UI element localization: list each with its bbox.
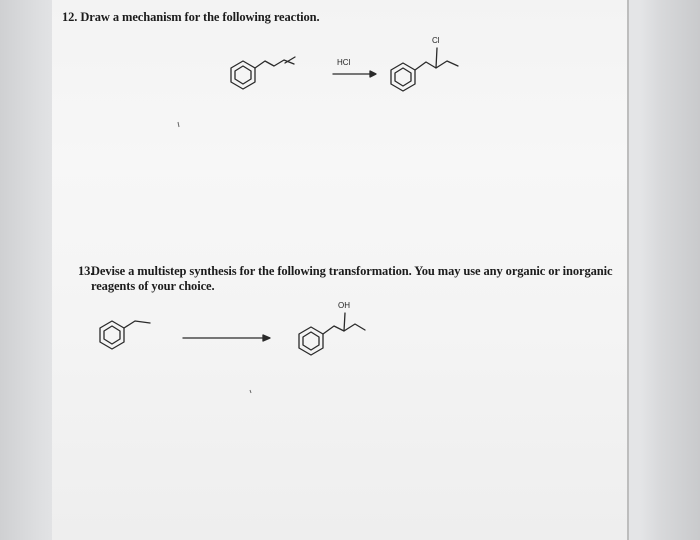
q12-reactant-ring-inner xyxy=(235,66,251,84)
question-12-prompt: Draw a mechanism for the following reaction. xyxy=(80,10,320,24)
q12-reagent-label: HCl xyxy=(337,58,351,67)
q12-product-structure xyxy=(391,48,458,91)
q13-hydroxyl-label: OH xyxy=(338,301,350,310)
q12-reactant-structure xyxy=(231,57,295,89)
question-13-prompt-line2: reagents of your choice. xyxy=(91,279,215,293)
q12-product-c-cl-bond xyxy=(436,48,437,68)
q13-product-ring-inner xyxy=(303,332,319,350)
q12-product-ring-inner xyxy=(395,68,411,86)
q12-chlorine-label: Cl xyxy=(432,36,440,45)
q13-product-c-oh-bond xyxy=(344,313,345,331)
q12-reaction-arrow xyxy=(333,71,376,77)
q13-reactant-ring-inner xyxy=(104,326,120,344)
q13-product-structure xyxy=(299,313,365,355)
question-13-number: 13. xyxy=(78,264,94,278)
question-12-number: 12. xyxy=(62,10,78,24)
q13-reactant-chain xyxy=(124,321,150,328)
question-13-prompt-line1: Devise a multistep synthesis for the following transformation. You may use any organic or inorganic xyxy=(91,264,613,278)
q13-reactant-structure xyxy=(100,321,150,349)
stray-mark xyxy=(178,122,179,127)
q13-transformation-arrow xyxy=(183,335,270,341)
stray-mark xyxy=(250,390,251,393)
